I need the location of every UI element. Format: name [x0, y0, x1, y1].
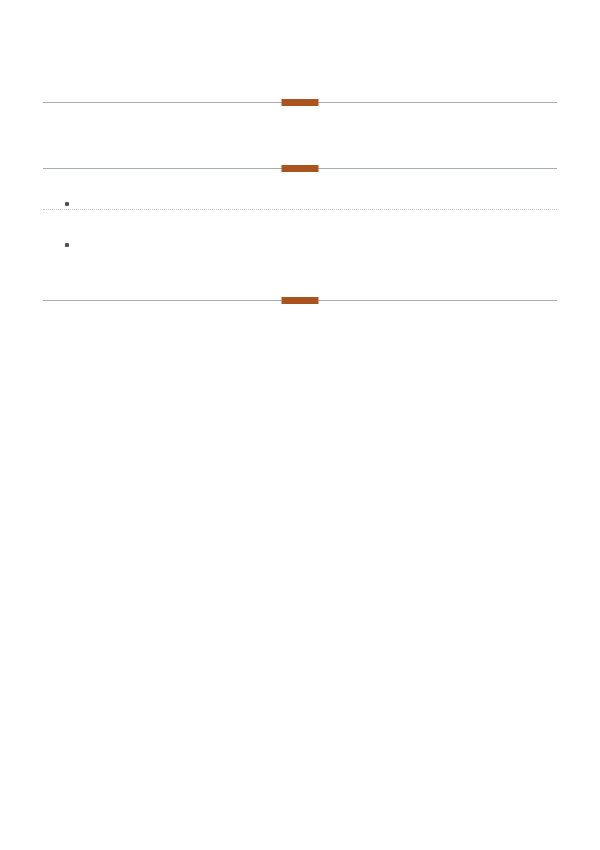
resume-content [0, 0, 600, 320]
entry-divider [43, 209, 557, 210]
section-resume [43, 102, 557, 103]
section-education [43, 300, 557, 320]
divider-accent [282, 99, 319, 106]
section-divider [43, 168, 557, 169]
section-divider [43, 102, 557, 103]
contact-line [43, 45, 557, 56]
divider-accent [282, 165, 319, 172]
divider-accent [282, 297, 319, 304]
section-divider [43, 300, 557, 301]
section-experience [43, 168, 557, 229]
